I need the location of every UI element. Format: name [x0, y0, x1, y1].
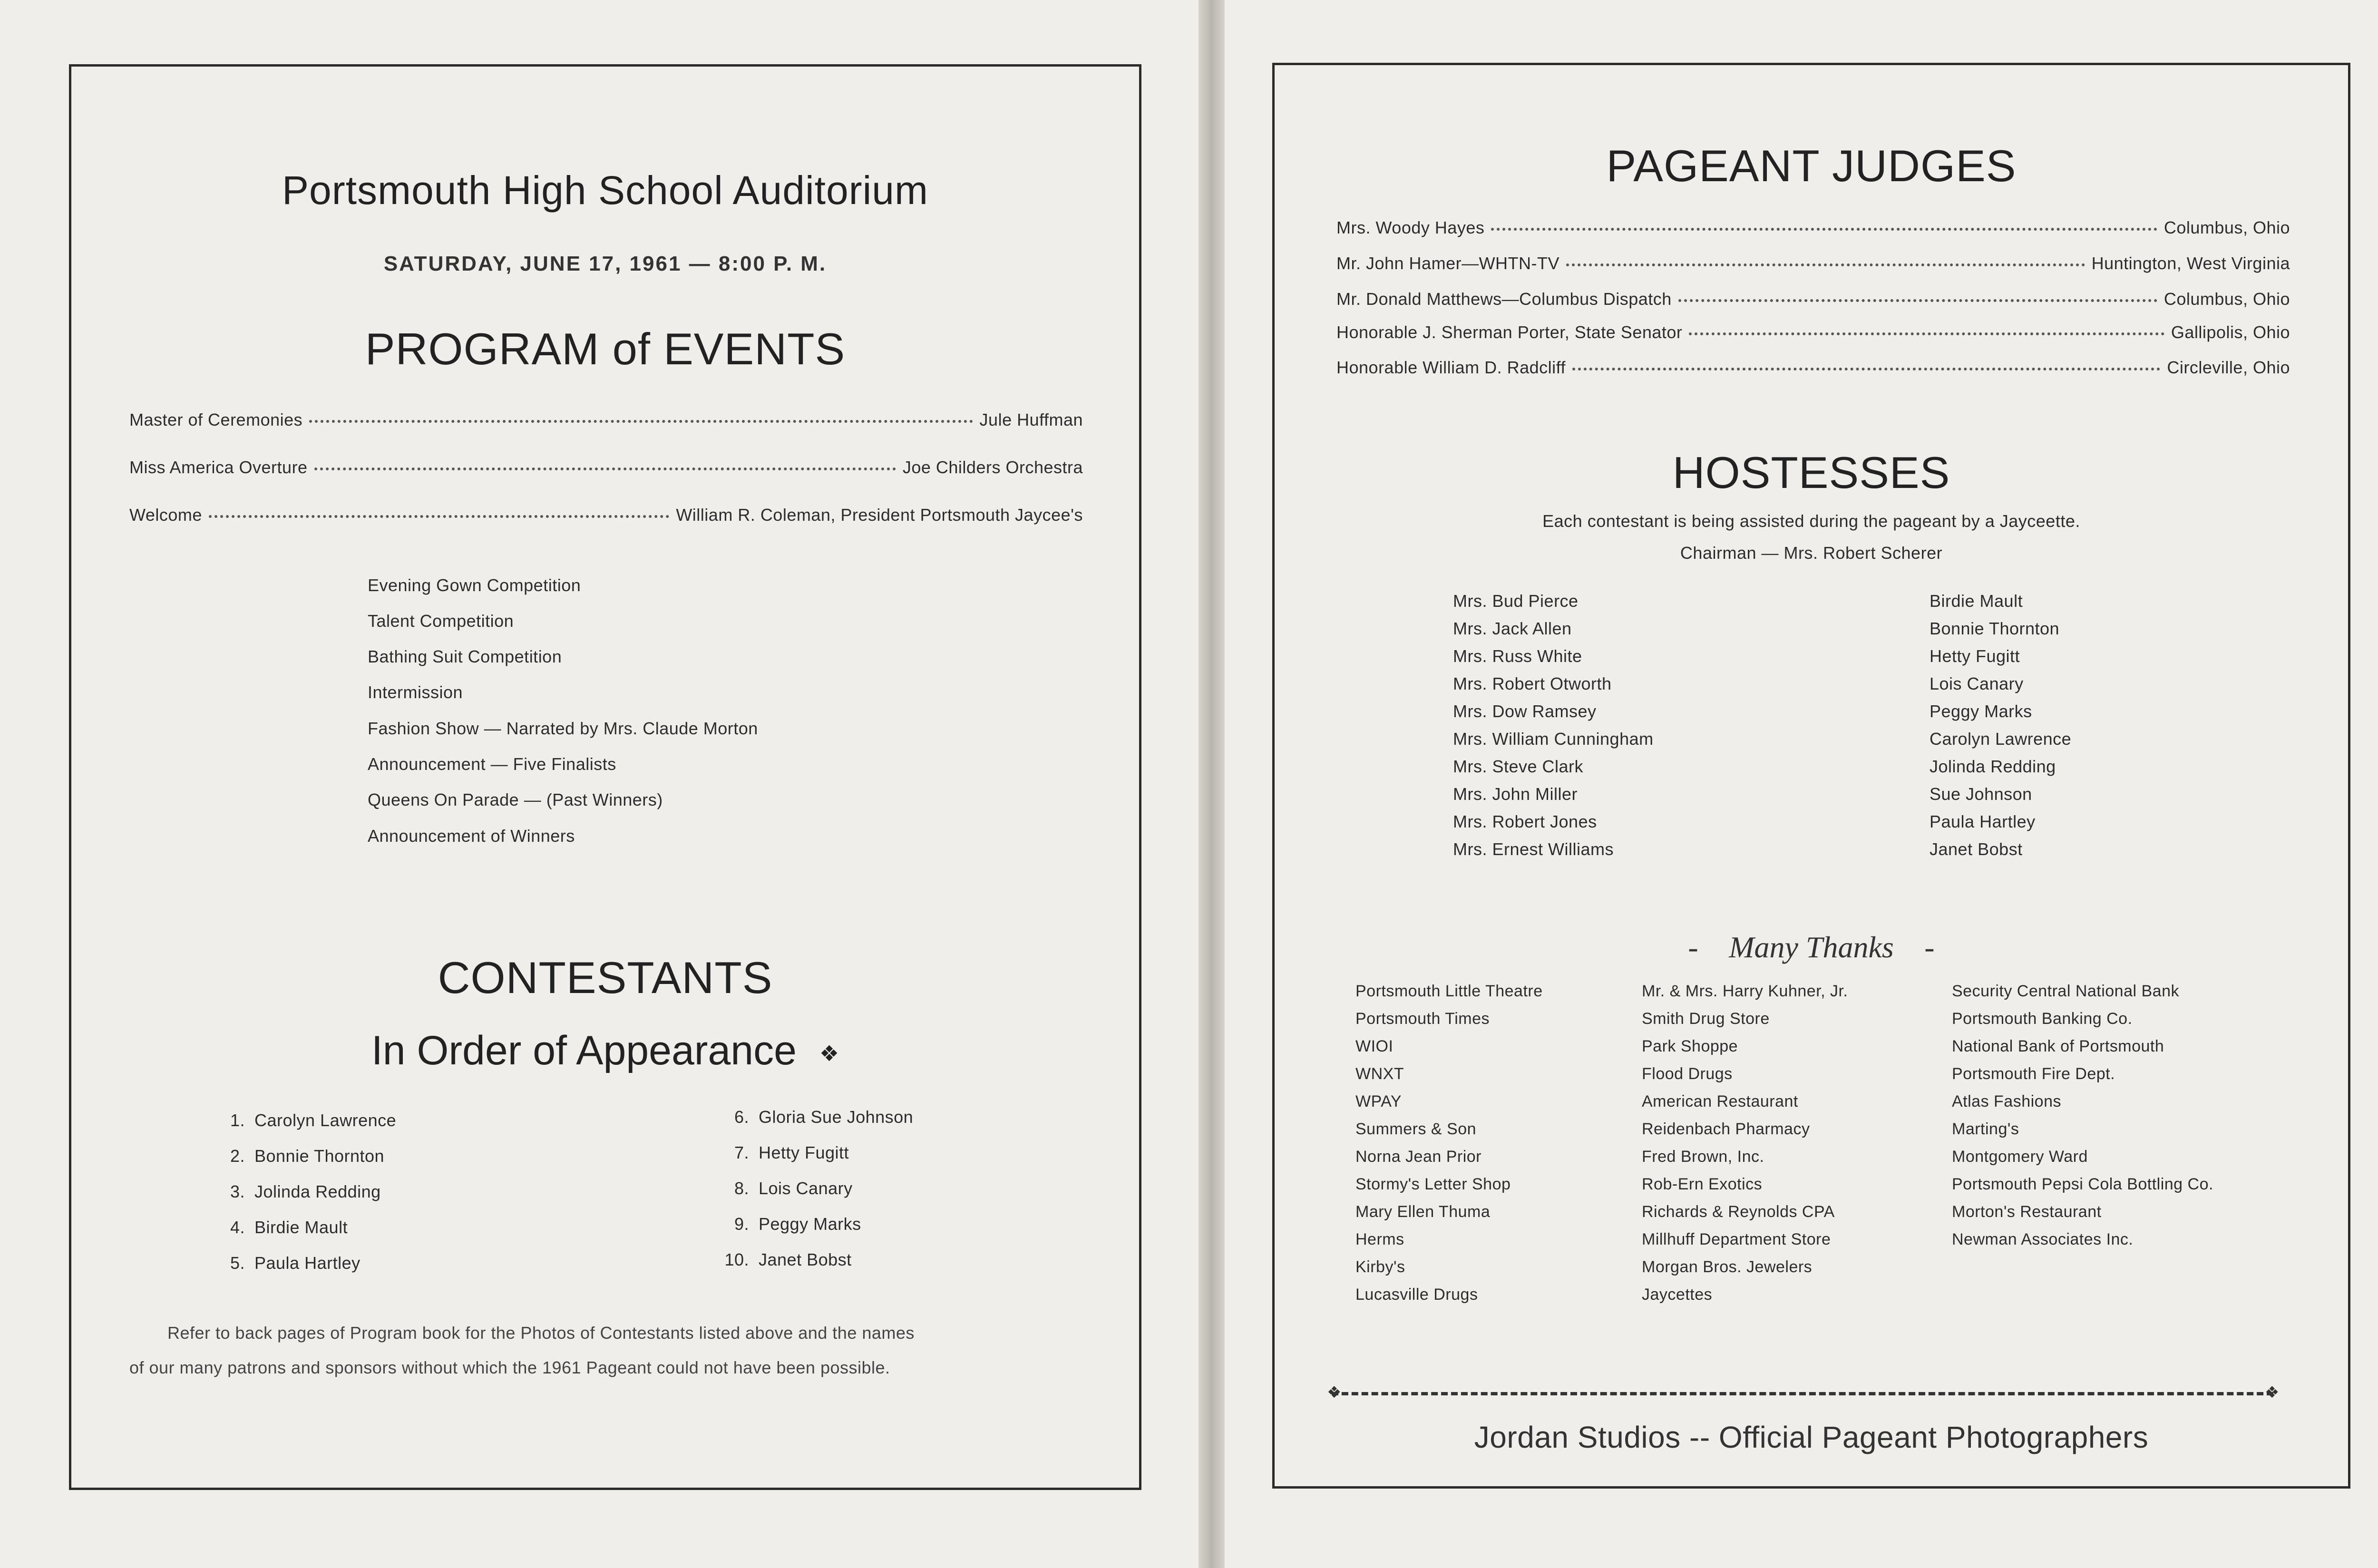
event-item: Fashion Show — Narrated by Mrs. Claude Morton — [368, 719, 758, 738]
hostess-item: Mrs. Robert Otworth — [1453, 674, 1612, 693]
sponsor-item: Jaycettes — [1642, 1286, 1713, 1304]
thanks-heading-row — [1272, 930, 2350, 965]
program-row-value: William R. Coleman, President Portsmouth Jaycee's — [676, 505, 1083, 525]
photographer-credit: Jordan Studios -- Official Pageant Photographers — [1474, 1420, 2149, 1454]
sponsor-item: Morton's Restaurant — [1952, 1203, 2102, 1221]
hostesses-heading: HOSTESSES — [1672, 448, 1950, 497]
judge-name: Honorable J. Sherman Porter, State Senator — [1336, 322, 1683, 342]
thanks-dash-right: - — [1924, 930, 1935, 964]
program-row — [129, 505, 1083, 525]
hostesses-intro: Each contestant is being assisted during the pageant by a Jayceette. — [1542, 511, 2080, 531]
judge-place: Columbus, Ohio — [2164, 289, 2290, 309]
event-item: Bathing Suit Competition — [368, 647, 562, 666]
sponsor-item: Portsmouth Little Theatre — [1355, 982, 1543, 1000]
contestant-name: Janet Bobst — [759, 1250, 852, 1269]
hostess-item: Mrs. Ernest Williams — [1453, 839, 1614, 859]
dot-leader — [314, 467, 896, 470]
event-item: Queens On Parade — (Past Winners) — [368, 790, 663, 809]
dot-leader — [1566, 263, 2085, 266]
judge-name: Honorable William D. Radcliff — [1336, 358, 1566, 377]
sponsor-item: Portsmouth Banking Co. — [1952, 1010, 2133, 1028]
sponsor-item: Fred Brown, Inc. — [1642, 1148, 1764, 1166]
contestant-number: 4. — [230, 1217, 245, 1237]
hostess-item: Jolinda Redding — [1930, 757, 2056, 776]
hostess-item: Mrs. Jack Allen — [1453, 619, 1572, 638]
program-row-value: Joe Childers Orchestra — [902, 458, 1083, 477]
sponsor-item: Portsmouth Times — [1355, 1010, 1490, 1028]
contestant-name: Bonnie Thornton — [254, 1146, 385, 1166]
dot-leader — [209, 515, 669, 518]
judge-place: Huntington, West Virginia — [2091, 253, 2290, 273]
contestant-number: 8. — [734, 1178, 749, 1198]
ornament-icon: ❖ — [819, 1041, 839, 1066]
event-item: Announcement — Five Finalists — [368, 754, 616, 774]
contestant-item — [713, 1250, 852, 1270]
hostess-item: Paula Hartley — [1930, 812, 2036, 831]
contestant-item — [713, 1143, 849, 1163]
contestant-name: Gloria Sue Johnson — [759, 1107, 914, 1127]
sponsor-item: Kirby's — [1355, 1258, 1405, 1276]
sponsor-item: Stormy's Letter Shop — [1355, 1175, 1511, 1193]
footnote-line-1: Refer to back pages of Program book for the Photos of Contestants listed above and the names — [167, 1323, 915, 1343]
sponsor-item: National Bank of Portsmouth — [1952, 1037, 2164, 1055]
judge-row — [1336, 358, 2290, 378]
sponsor-item: Lucasville Drugs — [1355, 1286, 1478, 1304]
hostess-item: Mrs. Robert Jones — [1453, 812, 1597, 831]
program-row — [129, 458, 1083, 477]
contestant-number: 6. — [734, 1107, 749, 1127]
judge-row — [1336, 289, 2290, 309]
sponsor-item: Portsmouth Pepsi Cola Bottling Co. — [1952, 1175, 2213, 1193]
program-heading: PROGRAM of EVENTS — [365, 324, 846, 374]
contestants-heading: CONTESTANTS — [438, 953, 773, 1003]
contestant-number: 1. — [230, 1110, 245, 1130]
contestant-item — [209, 1217, 348, 1237]
program-row-label: Miss America Overture — [129, 458, 308, 477]
sponsor-item: Mary Ellen Thuma — [1355, 1203, 1491, 1221]
contestant-item — [209, 1110, 396, 1130]
event-date: SATURDAY, JUNE 17, 1961 — 8:00 P. M. — [383, 252, 827, 275]
ornament-icon: ❖ — [1327, 1383, 1342, 1402]
hostess-item: Hetty Fugitt — [1930, 646, 2020, 666]
program-row-label: Welcome — [129, 505, 202, 525]
sponsor-item: Reidenbach Pharmacy — [1642, 1120, 1810, 1138]
hostess-item: Birdie Mault — [1930, 591, 2023, 611]
dot-leader — [309, 420, 973, 423]
contestant-item — [209, 1146, 384, 1166]
page-gutter — [1199, 0, 1225, 1568]
hostess-item: Bonnie Thornton — [1930, 619, 2060, 638]
sponsor-item: WPAY — [1355, 1092, 1402, 1110]
sponsor-item: Mr. & Mrs. Harry Kuhner, Jr. — [1642, 982, 1848, 1000]
contestant-name: Peggy Marks — [759, 1214, 861, 1234]
contestant-name: Jolinda Redding — [254, 1182, 381, 1201]
dot-leader — [1689, 332, 2164, 335]
judge-place: Columbus, Ohio — [2164, 218, 2290, 237]
event-item: Intermission — [368, 682, 463, 702]
judge-name: Mr. John Hamer—WHTN-TV — [1336, 253, 1560, 273]
contestant-number: 10. — [724, 1250, 749, 1269]
contestant-number: 9. — [734, 1214, 749, 1234]
contestant-number: 3. — [230, 1182, 245, 1201]
hostess-item: Carolyn Lawrence — [1930, 729, 2072, 749]
judge-name: Mr. Donald Matthews—Columbus Dispatch — [1336, 289, 1672, 309]
judge-place: Gallipolis, Ohio — [2171, 322, 2290, 342]
contestant-item — [209, 1182, 381, 1202]
decorative-divider — [1332, 1392, 2273, 1395]
sponsor-item: Newman Associates Inc. — [1952, 1230, 2134, 1248]
sponsor-item: Herms — [1355, 1230, 1404, 1248]
hostess-item: Mrs. Steve Clark — [1453, 757, 1584, 776]
program-row — [129, 410, 1083, 430]
sponsor-item: Richards & Reynolds CPA — [1642, 1203, 1835, 1221]
judge-row — [1336, 253, 2290, 273]
contestant-number: 2. — [230, 1146, 245, 1166]
sponsor-item: Security Central National Bank — [1952, 982, 2180, 1000]
thanks-heading: Many Thanks — [1729, 930, 1894, 964]
contestants-subheading: In Order of Appearance — [371, 1028, 797, 1073]
event-item: Talent Competition — [368, 611, 514, 631]
footnote-line-2: of our many patrons and sponsors without which the 1961 Pageant could not have been possible. — [129, 1358, 890, 1377]
contestant-name: Carolyn Lawrence — [254, 1110, 397, 1130]
contestant-number: 5. — [230, 1253, 245, 1273]
sponsor-item: Rob-Ern Exotics — [1642, 1175, 1763, 1193]
contestant-name: Birdie Mault — [254, 1217, 348, 1237]
hostess-item: Peggy Marks — [1930, 701, 2032, 721]
sponsor-item: American Restaurant — [1642, 1092, 1798, 1110]
contestants-subheading-row — [69, 1027, 1141, 1074]
sponsor-item: WIOI — [1355, 1037, 1394, 1055]
contestant-item — [209, 1253, 361, 1273]
sponsor-item: Portsmouth Fire Dept. — [1952, 1065, 2115, 1083]
hostess-item: Mrs. Russ White — [1453, 646, 1582, 666]
contestant-name: Hetty Fugitt — [759, 1143, 849, 1162]
sponsor-item: Park Shoppe — [1642, 1037, 1738, 1055]
program-row-label: Master of Ceremonies — [129, 410, 303, 429]
thanks-dash-left: - — [1688, 930, 1698, 964]
judge-row — [1336, 322, 2290, 342]
sponsor-item: Atlas Fashions — [1952, 1092, 2061, 1110]
hostess-item: Janet Bobst — [1930, 839, 2023, 859]
dot-leader — [1678, 299, 2157, 302]
hostesses-chairman: Chairman — Mrs. Robert Scherer — [1680, 543, 1943, 563]
hostess-item: Sue Johnson — [1930, 784, 2032, 804]
contestant-item — [713, 1178, 853, 1198]
sponsor-item: Montgomery Ward — [1952, 1148, 2088, 1166]
contestant-name: Lois Canary — [759, 1178, 853, 1198]
sponsor-item: Norna Jean Prior — [1355, 1148, 1482, 1166]
judges-heading: PAGEANT JUDGES — [1606, 141, 2017, 191]
program-row-value: Jule Huffman — [979, 410, 1083, 429]
event-item: Announcement of Winners — [368, 826, 575, 846]
sponsor-item: Smith Drug Store — [1642, 1010, 1770, 1028]
ornament-icon: ❖ — [2265, 1383, 2280, 1402]
left-page-border — [69, 64, 1141, 1490]
contestant-item — [713, 1214, 861, 1234]
contestant-item — [713, 1107, 913, 1127]
sponsor-item: Millhuff Department Store — [1642, 1230, 1831, 1248]
event-item: Evening Gown Competition — [368, 575, 581, 595]
hostess-item: Mrs. Dow Ramsey — [1453, 701, 1597, 721]
dot-leader — [1572, 368, 2160, 370]
hostess-item: Mrs. Bud Pierce — [1453, 591, 1579, 611]
hostess-item: Mrs. John Miller — [1453, 784, 1578, 804]
hostess-item: Mrs. William Cunningham — [1453, 729, 1654, 749]
judge-name: Mrs. Woody Hayes — [1336, 218, 1485, 237]
judge-row — [1336, 218, 2290, 238]
sponsor-item: Morgan Bros. Jewelers — [1642, 1258, 1813, 1276]
sponsor-item: Marting's — [1952, 1120, 2019, 1138]
judge-place: Circleville, Ohio — [2167, 358, 2290, 377]
venue-title: Portsmouth High School Auditorium — [282, 168, 928, 213]
sponsor-item: Flood Drugs — [1642, 1065, 1733, 1083]
contestant-number: 7. — [734, 1143, 749, 1162]
sponsor-item: Summers & Son — [1355, 1120, 1477, 1138]
dot-leader — [1491, 228, 2157, 231]
sponsor-item: WNXT — [1355, 1065, 1404, 1083]
contestant-name: Paula Hartley — [254, 1253, 361, 1273]
hostess-item: Lois Canary — [1930, 674, 2024, 693]
